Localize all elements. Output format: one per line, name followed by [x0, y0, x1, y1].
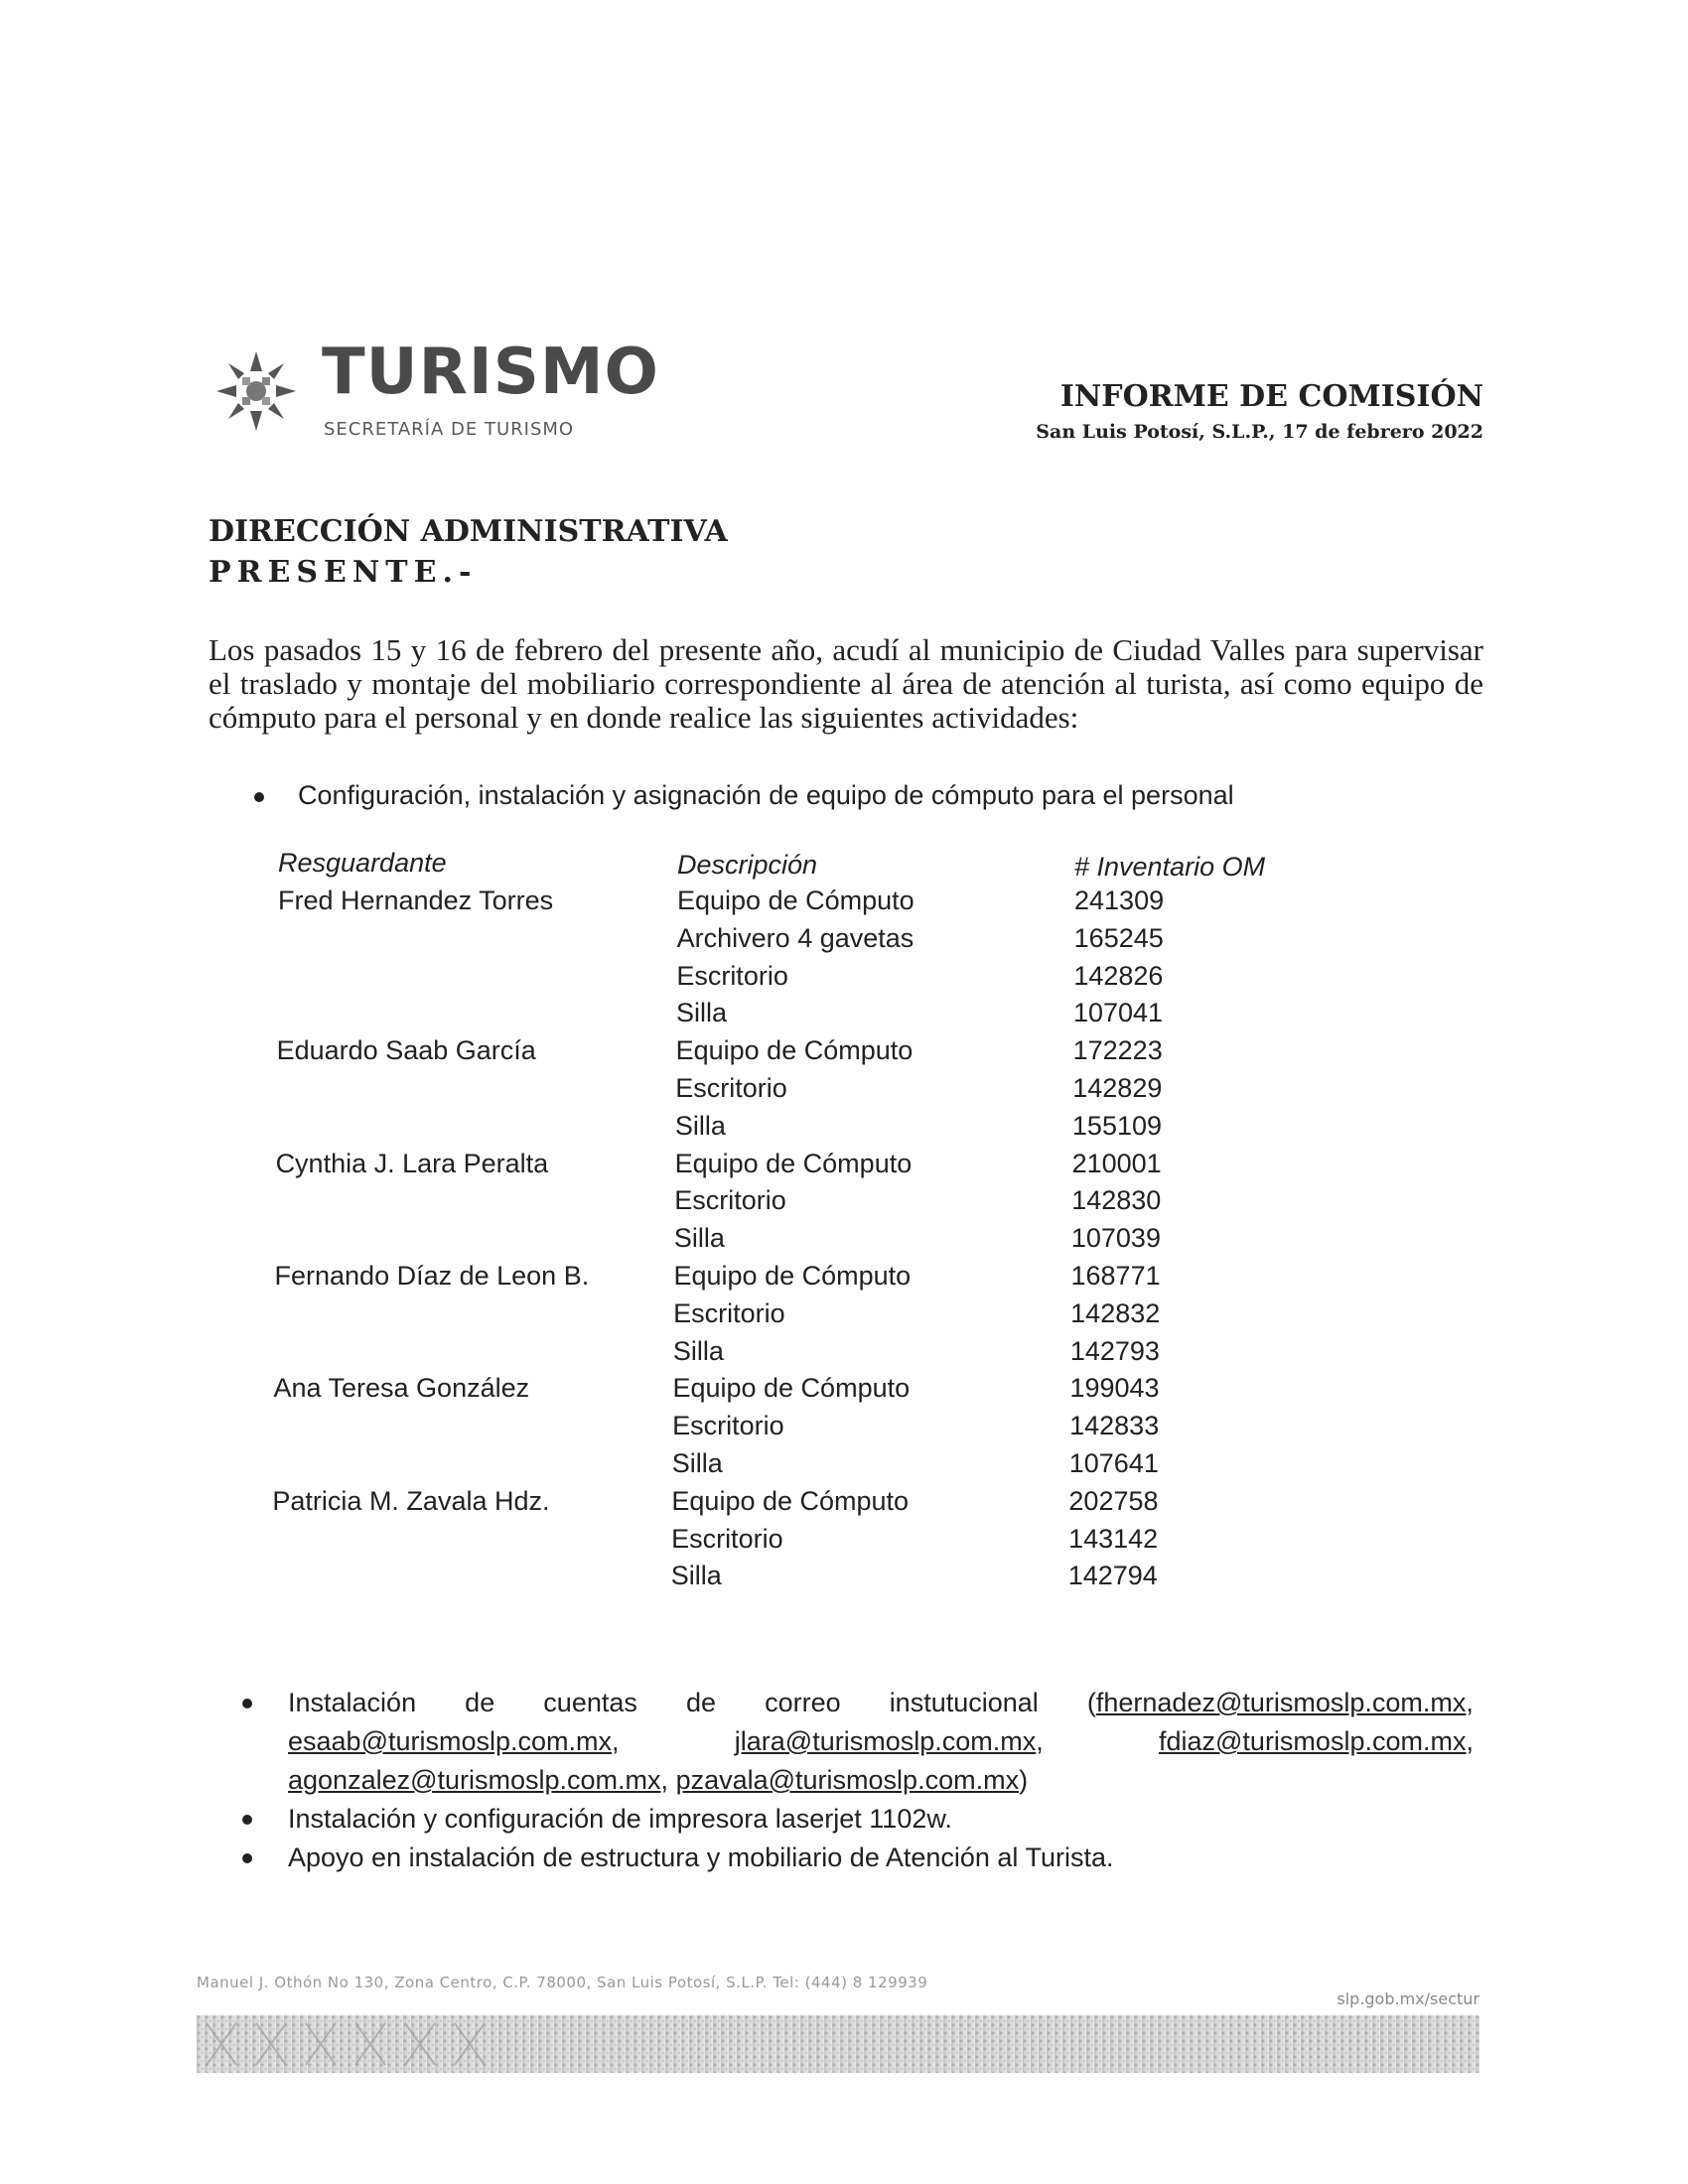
cell-descripcion: Equipo de Cómputo	[672, 1373, 911, 1404]
footer-url[interactable]: slp.gob.mx/sectur	[1336, 1989, 1479, 2008]
cell-inventario: 172223	[1072, 1035, 1163, 1066]
table-row	[270, 1373, 1313, 1411]
email-group-3: jlara@turismoslp.com.mx,	[734, 1726, 1044, 1756]
salutation: PRESENTE.-	[209, 555, 478, 590]
cell-inventario: 143142	[1068, 1523, 1159, 1554]
bullet-text: Instalación y configuración de impresora laserjet 1102w.	[288, 1804, 952, 1834]
table-row	[270, 1073, 1313, 1111]
cell-descripcion: Silla	[673, 1223, 725, 1254]
report-date: San Luis Potosí, S.L.P., 17 de febrero 2022	[1036, 421, 1483, 443]
cell-descripcion: Escritorio	[672, 1411, 784, 1441]
email-line-2	[288, 1722, 1474, 1761]
email-link[interactable]: jlara@turismoslp.com.mx	[734, 1726, 1037, 1756]
bullet-icon	[242, 1699, 252, 1708]
word: correo	[765, 1688, 841, 1717]
list-item	[242, 1800, 1474, 1839]
cell-inventario: 165245	[1073, 922, 1164, 953]
paren-close: )	[1019, 1765, 1029, 1795]
paren-open: (	[1086, 1688, 1096, 1717]
cell-inventario: 168771	[1070, 1261, 1161, 1291]
email-link[interactable]: pzavala@turismoslp.com.mx	[675, 1765, 1020, 1795]
table-row	[270, 1111, 1313, 1149]
bullet-text: Configuración, instalación y asignación de equipo de cómputo para el personal	[298, 780, 1234, 810]
word: de	[685, 1688, 716, 1717]
footer-address: Manuel J. Othón No 130, Zona Centro, C.P. 78000, San Luis Potosí, S.L.P. Tel: (444) 8 129939	[197, 1974, 928, 1991]
cell-resguardante: Ana Teresa González	[273, 1373, 530, 1404]
cell-resguardante: Cynthia J. Lara Peralta	[275, 1148, 549, 1178]
email-link[interactable]: fhernadez@turismoslp.com.mx	[1095, 1688, 1467, 1717]
cell-descripcion: Equipo de Cómputo	[671, 1485, 910, 1516]
cell-inventario: 142830	[1071, 1185, 1162, 1216]
cell-inventario: 142833	[1069, 1411, 1160, 1441]
cell-descripcion: Silla	[675, 998, 727, 1028]
cell-descripcion: Silla	[671, 1448, 723, 1478]
email-link[interactable]: fdiaz@turismoslp.com.mx	[1158, 1726, 1467, 1756]
cell-inventario: 202758	[1068, 1485, 1159, 1516]
table-row	[270, 1035, 1313, 1073]
logo-title: TURISMO	[322, 336, 659, 409]
cell-descripcion: Escritorio	[674, 1185, 786, 1216]
bullet-icon	[242, 1853, 252, 1863]
email-group-1: (fhernadez@turismoslp.com.mx,	[1086, 1688, 1474, 1717]
cell-descripcion: Escritorio	[676, 960, 788, 991]
table-row	[270, 1448, 1313, 1486]
table-row	[270, 1524, 1313, 1562]
addressee: DIRECCIÓN ADMINISTRATIVA	[209, 514, 728, 549]
bullet-text: Apoyo en instalación de estructura y mobiliario de Atención al Turista.	[288, 1843, 1114, 1872]
cell-inventario: 155109	[1071, 1110, 1163, 1141]
cell-descripcion: Escritorio	[675, 1073, 787, 1103]
table-row	[270, 961, 1313, 999]
table-row	[270, 923, 1313, 961]
cell-resguardante: Fernando Díaz de Leon B.	[274, 1261, 590, 1291]
word: instutucional	[889, 1688, 1039, 1717]
word: de	[465, 1688, 495, 1717]
cell-descripcion: Equipo de Cómputo	[675, 1035, 914, 1066]
header-resguardante: Resguardante	[278, 848, 447, 878]
list-item-email	[242, 1684, 1474, 1800]
cell-descripcion: Equipo de Cómputo	[673, 1261, 912, 1291]
table-row	[270, 1223, 1313, 1261]
cell-descripcion: Equipo de Cómputo	[674, 1148, 913, 1178]
cell-resguardante: Eduardo Saab García	[276, 1035, 536, 1066]
word: cuentas	[543, 1688, 637, 1717]
cell-descripcion: Escritorio	[671, 1523, 783, 1554]
intro-paragraph: Los pasados 15 y 16 de febrero del presente año, acudí al municipio de Ciudad Valles para supervisar el traslado y montaje del mobiliario correspondiente al área de atención al turista, así como equipo de cómputo para el personal y en donde realice las siguientes actividades:	[209, 632, 1483, 735]
email-group-2: esaab@turismoslp.com.mx,	[288, 1726, 620, 1756]
emblem-icon	[212, 347, 300, 435]
cell-inventario: 142794	[1067, 1561, 1158, 1591]
bullet-icon	[242, 1815, 252, 1825]
email-line-1	[288, 1684, 1474, 1722]
cell-descripcion: Archivero 4 gavetas	[676, 922, 914, 953]
cell-inventario: 107039	[1070, 1223, 1161, 1254]
table-row	[270, 1149, 1313, 1186]
decorative-pattern-band	[197, 2015, 1479, 2073]
table-row	[270, 1561, 1313, 1598]
bullet-icon	[254, 792, 264, 802]
table-row	[270, 998, 1313, 1035]
cell-descripcion: Silla	[674, 1110, 726, 1141]
cell-inventario: 107641	[1068, 1448, 1159, 1478]
cell-inventario: 199043	[1069, 1373, 1160, 1404]
email-link[interactable]: agonzalez@turismoslp.com.mx	[288, 1765, 661, 1795]
cell-inventario: 142793	[1069, 1335, 1160, 1366]
table-header	[270, 848, 1313, 886]
cell-resguardante: Fred Hernandez Torres	[278, 886, 554, 915]
cell-inventario: 142829	[1072, 1073, 1163, 1103]
cell-inventario: 210001	[1071, 1148, 1162, 1178]
table-row	[270, 1298, 1313, 1336]
cell-inventario: 142832	[1070, 1297, 1161, 1328]
cell-inventario: 241309	[1074, 886, 1165, 915]
cell-inventario: 142826	[1073, 960, 1164, 991]
cell-inventario: 107041	[1072, 998, 1164, 1028]
table-row	[270, 1261, 1313, 1298]
report-title: INFORME DE COMISIÓN	[1059, 379, 1483, 414]
list-item	[242, 1839, 1474, 1877]
turismo-logo	[212, 336, 669, 451]
activity-list	[242, 1684, 1474, 1877]
table-row	[270, 1336, 1313, 1374]
header-inventario: # Inventario OM	[1074, 852, 1266, 882]
cell-resguardante: Patricia M. Zavala Hdz.	[272, 1485, 550, 1516]
table-row	[270, 1486, 1313, 1524]
cell-descripcion: Silla	[670, 1561, 722, 1591]
cell-descripcion: Equipo de Cómputo	[677, 886, 914, 915]
logo-subtitle: SECRETARÍA DE TURISMO	[324, 419, 575, 440]
table-row	[270, 886, 1313, 923]
header-descripcion: Descripción	[677, 850, 818, 880]
email-line-3: agonzalez@turismoslp.com.mx, pzavala@turismoslp.com.mx)	[288, 1765, 1029, 1795]
email-group-4: fdiaz@turismoslp.com.mx,	[1158, 1726, 1474, 1756]
email-link[interactable]: esaab@turismoslp.com.mx	[288, 1726, 613, 1756]
word: Instalación	[288, 1688, 417, 1717]
table-row	[270, 1185, 1313, 1223]
cell-descripcion: Silla	[672, 1335, 724, 1366]
table-row	[270, 1411, 1313, 1448]
cell-descripcion: Escritorio	[673, 1297, 785, 1328]
